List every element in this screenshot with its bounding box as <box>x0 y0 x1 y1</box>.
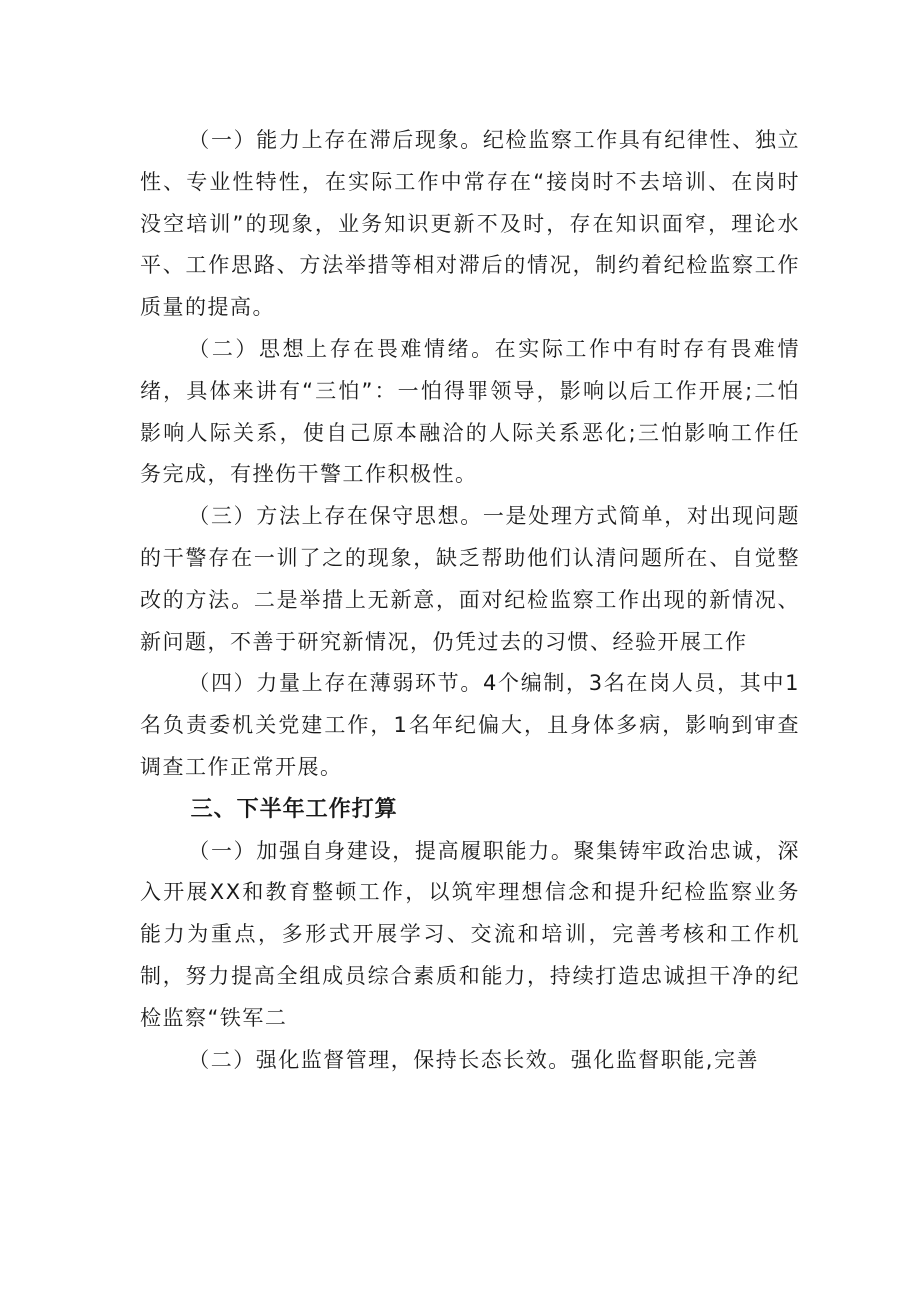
document-body <box>140 120 800 1081</box>
paragraph-conservative-method: （三）方法上存在保守思想。一是处理方式简单，对出现问题的干警存在一训了之的现象，缺乏帮助他们认清问题所在、自觉整改的方法。二是举措上无新意，面对纪检监察工作出现的新情况、新问题，不善于研究新情况，仍凭过去的习惯、经验开展工作 <box>140 504 800 654</box>
paragraph-self-building: （一）加强自身建设，提高履职能力。聚集铸牢政治忠诚，深入开展XX和教育整顿工作，以筑牢理想信念和提升纪检监察业务能力为重点，多形式开展学习、交流和培训，完善考核和工作机制，努力提高全组成员综合素质和能力，持续打造忠诚担干净的纪检监察“铁军二 <box>140 838 800 1030</box>
paragraph-fear-difficulty: （二）思想上存在畏难情绪。在实际工作中有时存有畏难情绪，具体来讲有“三怕”：一怕得罪领导，影响以后工作开展;二怕影响人际关系，使自己原本融洽的人际关系恶化;三怕影响工作任务完成，有挫伤干警工作积极性。 <box>140 336 800 487</box>
paragraph-ability-lag: （一）能力上存在滞后现象。纪检监察工作具有纪律性、独立性、专业性特性，在实际工作中常存在“接岗时不去培训、在岗时没空培训”的现象，业务知识更新不及时，存在知识面窄，理论水平、工作思路、方法举措等相对滞后的情况，制约着纪检监察工作质量的提高。 <box>140 128 800 320</box>
section-heading-second-half-plan: 三、下半年工作打算 <box>190 796 398 822</box>
paragraph-supervision: （二）强化监督管理，保持长态长效。强化监督职能,完善 <box>188 1047 759 1072</box>
paragraph-weak-staffing: （四）力量上存在薄弱环节。4个编制，3名在岗人员，其中1名负责委机关党建工作，1名年纪偏大，且身体多病，影响到审查调查工作正常开展。 <box>140 671 800 779</box>
